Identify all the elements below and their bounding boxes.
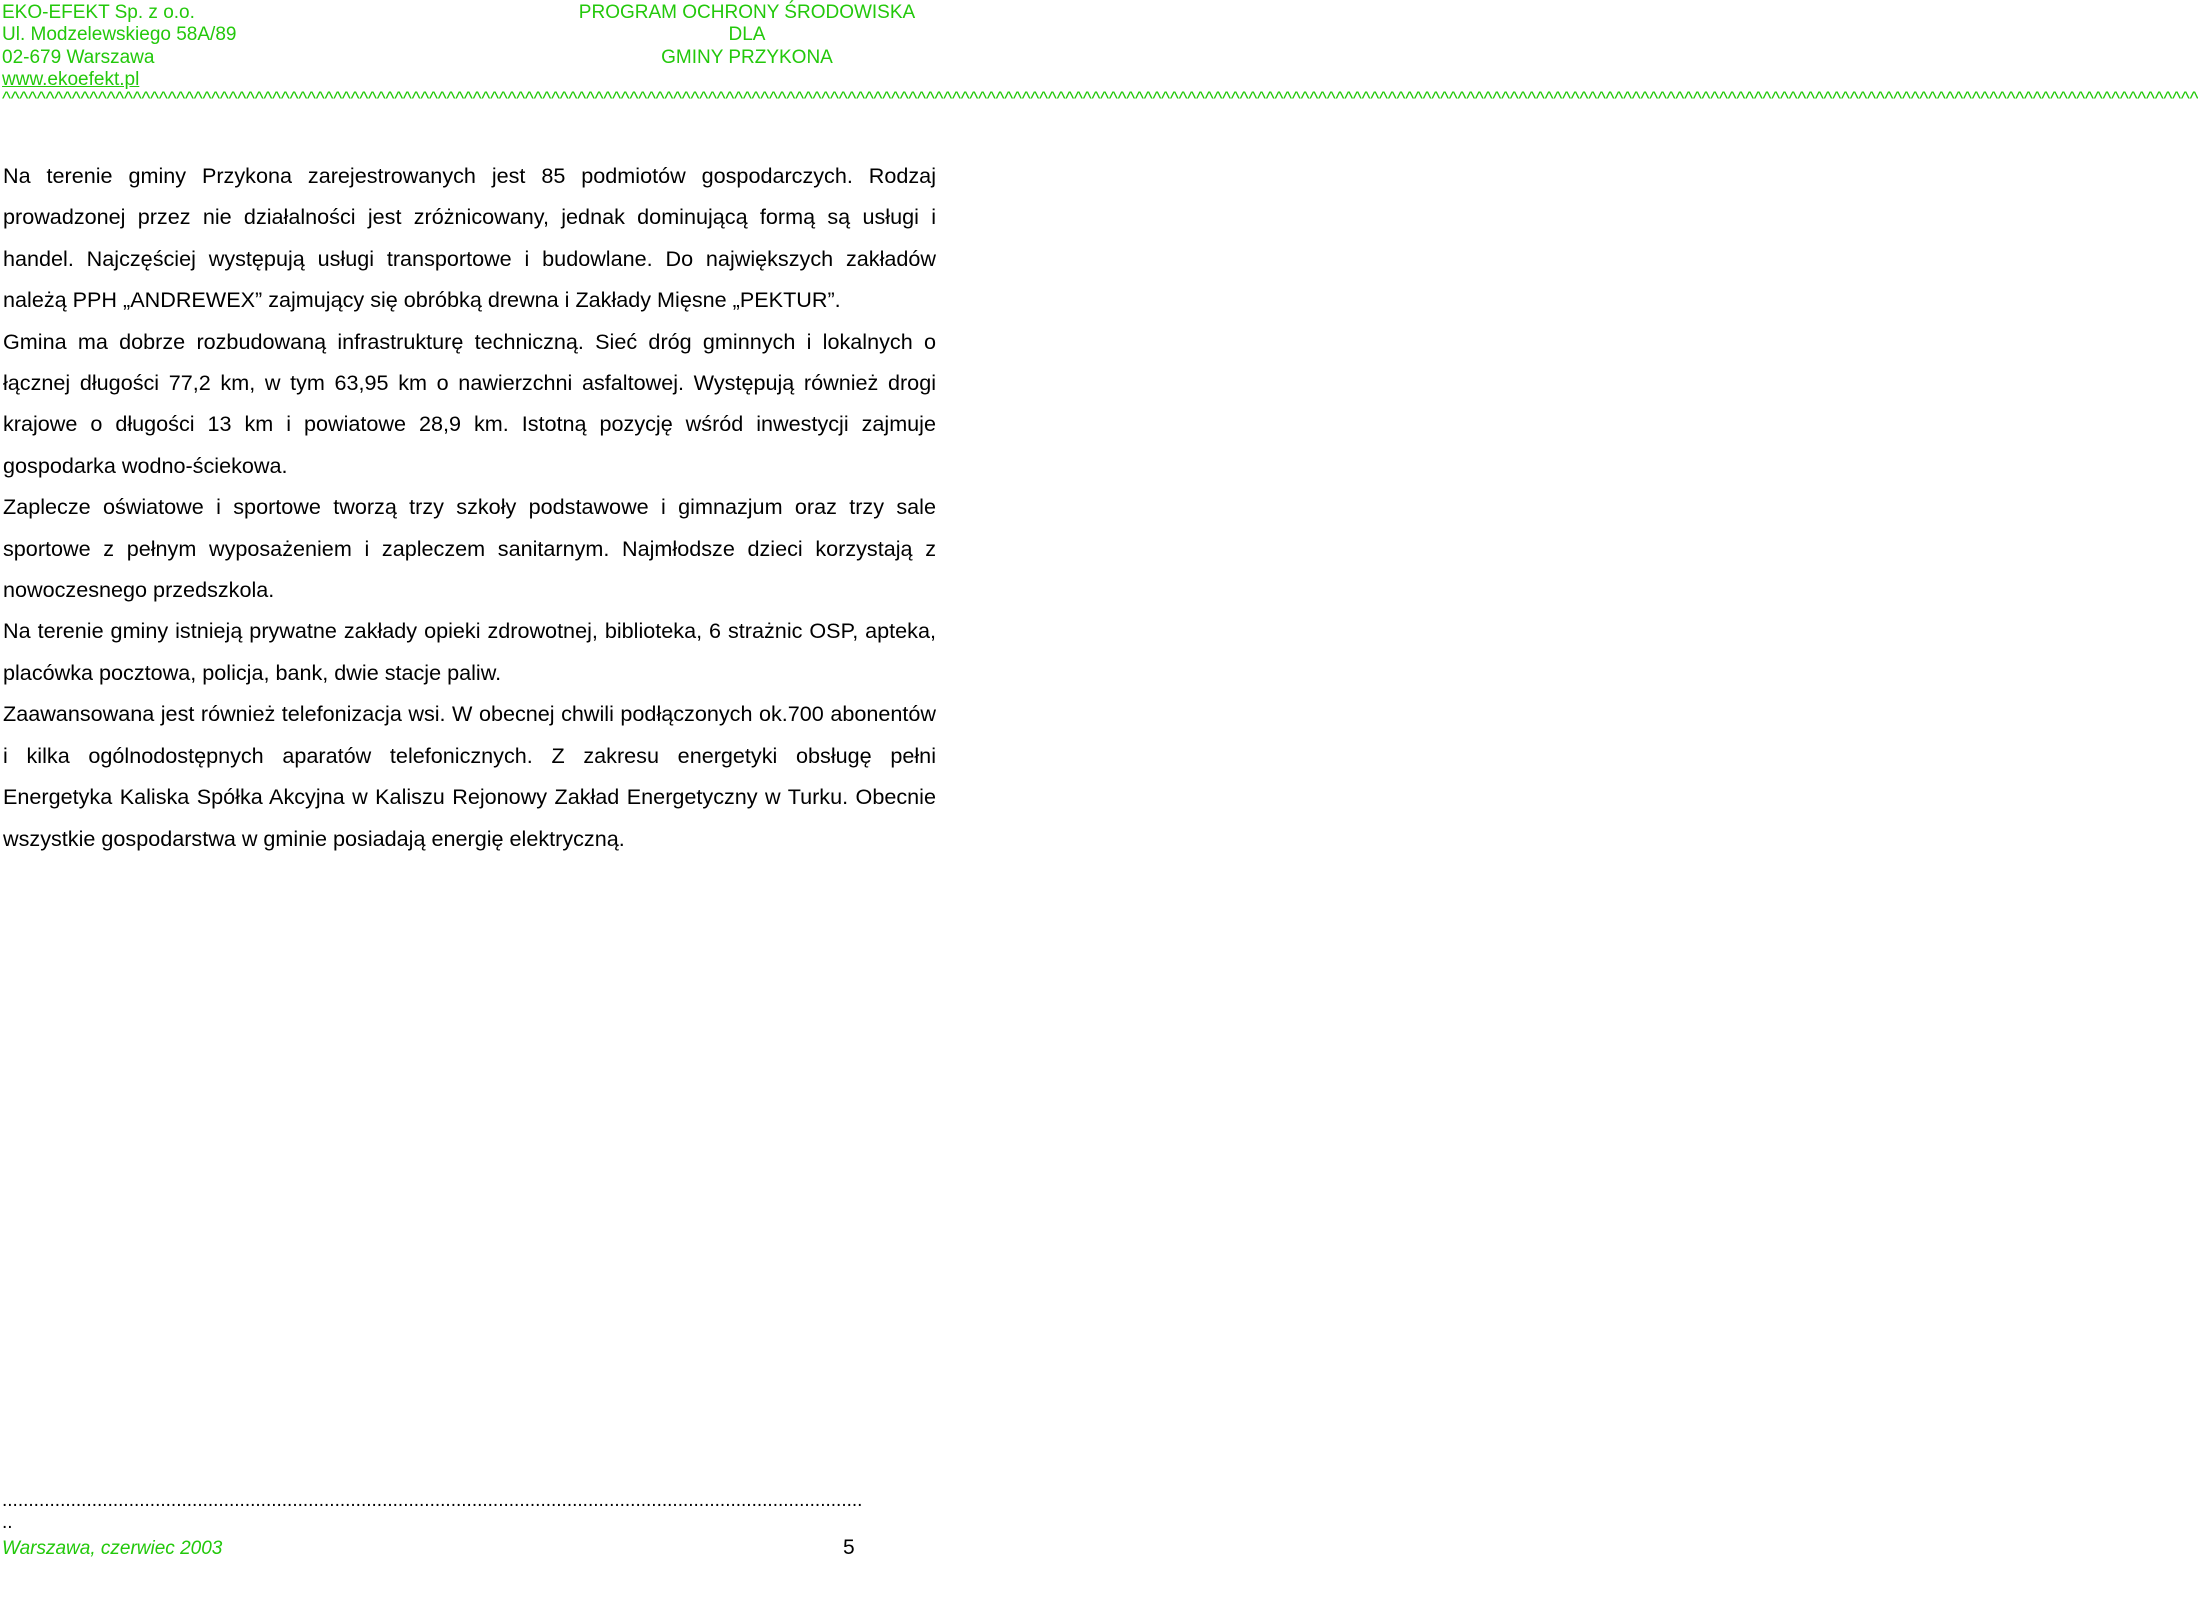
document-title-line-3: GMINY PRZYKONA <box>661 46 833 68</box>
document-title-line-2: DLA <box>728 24 766 46</box>
company-name: EKO-EFEKT Sp. z o.o. <box>2 2 195 23</box>
paragraph-education: Zaplecze oświatowe i sportowe tworzą trzy szkoły podstawowe i gimnazjum oraz trzy sale sportowe z pełnym wyposażeniem i zapleczem sanitarnym. Najmłodsze dzieci korzystają z nowoczesnego przedszkola. <box>3 494 936 603</box>
footer-place-date: Warszawa, czerwiec 2003 <box>2 1538 223 1559</box>
document-title-line-1: PROGRAM OCHRONY ŚRODOWISKA <box>578 2 916 23</box>
header-caret-rule: ^^^^^^^^^^^^^^^^^^^^^^^^^^^^^^^^^^^^^^^^^^^^^^^^^^^^^^^^^^^^^^^^^^^^^^^^^^^^^^^^^^^^^^^^^^^^^^^^^^^^^^^^^^^^^^^^^^^^^^^^^^^^^^^^^^^^^^^^^^^^^^^^^^^^^^^^^^^^^^^^^^^^^^^^^^^^^^^^^^^^^^^^^^^^^^^^^^^^^^^^^^^^^^^^^^^^^^^^^^^^^^^^^^^^^^^^^^^^^^^^^^^^^^^^^^^^ <box>2 89 2198 110</box>
document-body <box>3 155 936 859</box>
document-title <box>566 2 928 69</box>
footer-dotted-rule-end: .. <box>2 1512 13 1533</box>
paragraph-businesses: Na terenie gminy Przykona zarejestrowanych jest 85 podmiotów gospodarczych. Rodzaj prowadzonej przez nie działalności jest zróżnicowany, jednak dominującą formą są usługi i handel. Najczęściej występują usługi transportowe i budowlane. Do największych zakładów należą PPH „ANDREWEX” zajmujący się obróbką drewna i Zakłady Mięsne „PEKTUR”. <box>3 163 936 313</box>
paragraph-telecom-energy: Zaawansowana jest również telefonizacja wsi. W obecnej chwili podłączonych ok.700 abonentów i kilka ogólnodostępnych aparatów telefonicznych. Z zakresu energetyki obsługę pełni Energetyka Kaliska Spółka Akcyjna w Kaliszu Rejonowy Zakład Energetyczny w Turku. Obecnie wszystkie gospodarstwa w gminie posiadają energię elektryczną. <box>3 701 936 851</box>
company-website-link[interactable]: www.ekoefekt.pl <box>2 68 140 90</box>
footer-dotted-rule: ................................................................................................................................................................... <box>2 1490 863 1511</box>
company-street: Ul. Modzelewskiego 58A/89 <box>2 24 237 46</box>
paragraph-services: Na terenie gminy istnieją prywatne zakłady opieki zdrowotnej, biblioteka, 6 strażnic OSP, apteka, placówka pocztowa, policja, bank, dwie stacje paliw. <box>3 618 936 685</box>
page-number: 5 <box>843 1536 855 1559</box>
company-city: 02-679 Warszawa <box>2 46 155 68</box>
company-info <box>2 2 422 91</box>
paragraph-infrastructure: Gmina ma dobrze rozbudowaną infrastrukturę techniczną. Sieć dróg gminnych i lokalnych o łącznej długości 77,2 km, w tym 63,95 km o nawierzchni asfaltowej. Występują również drogi krajowe o długości 13 km i powiatowe 28,9 km. Istotną pozycję wśród inwestycji zajmuje gospodarka wodno-ściekowa. <box>3 328 936 478</box>
